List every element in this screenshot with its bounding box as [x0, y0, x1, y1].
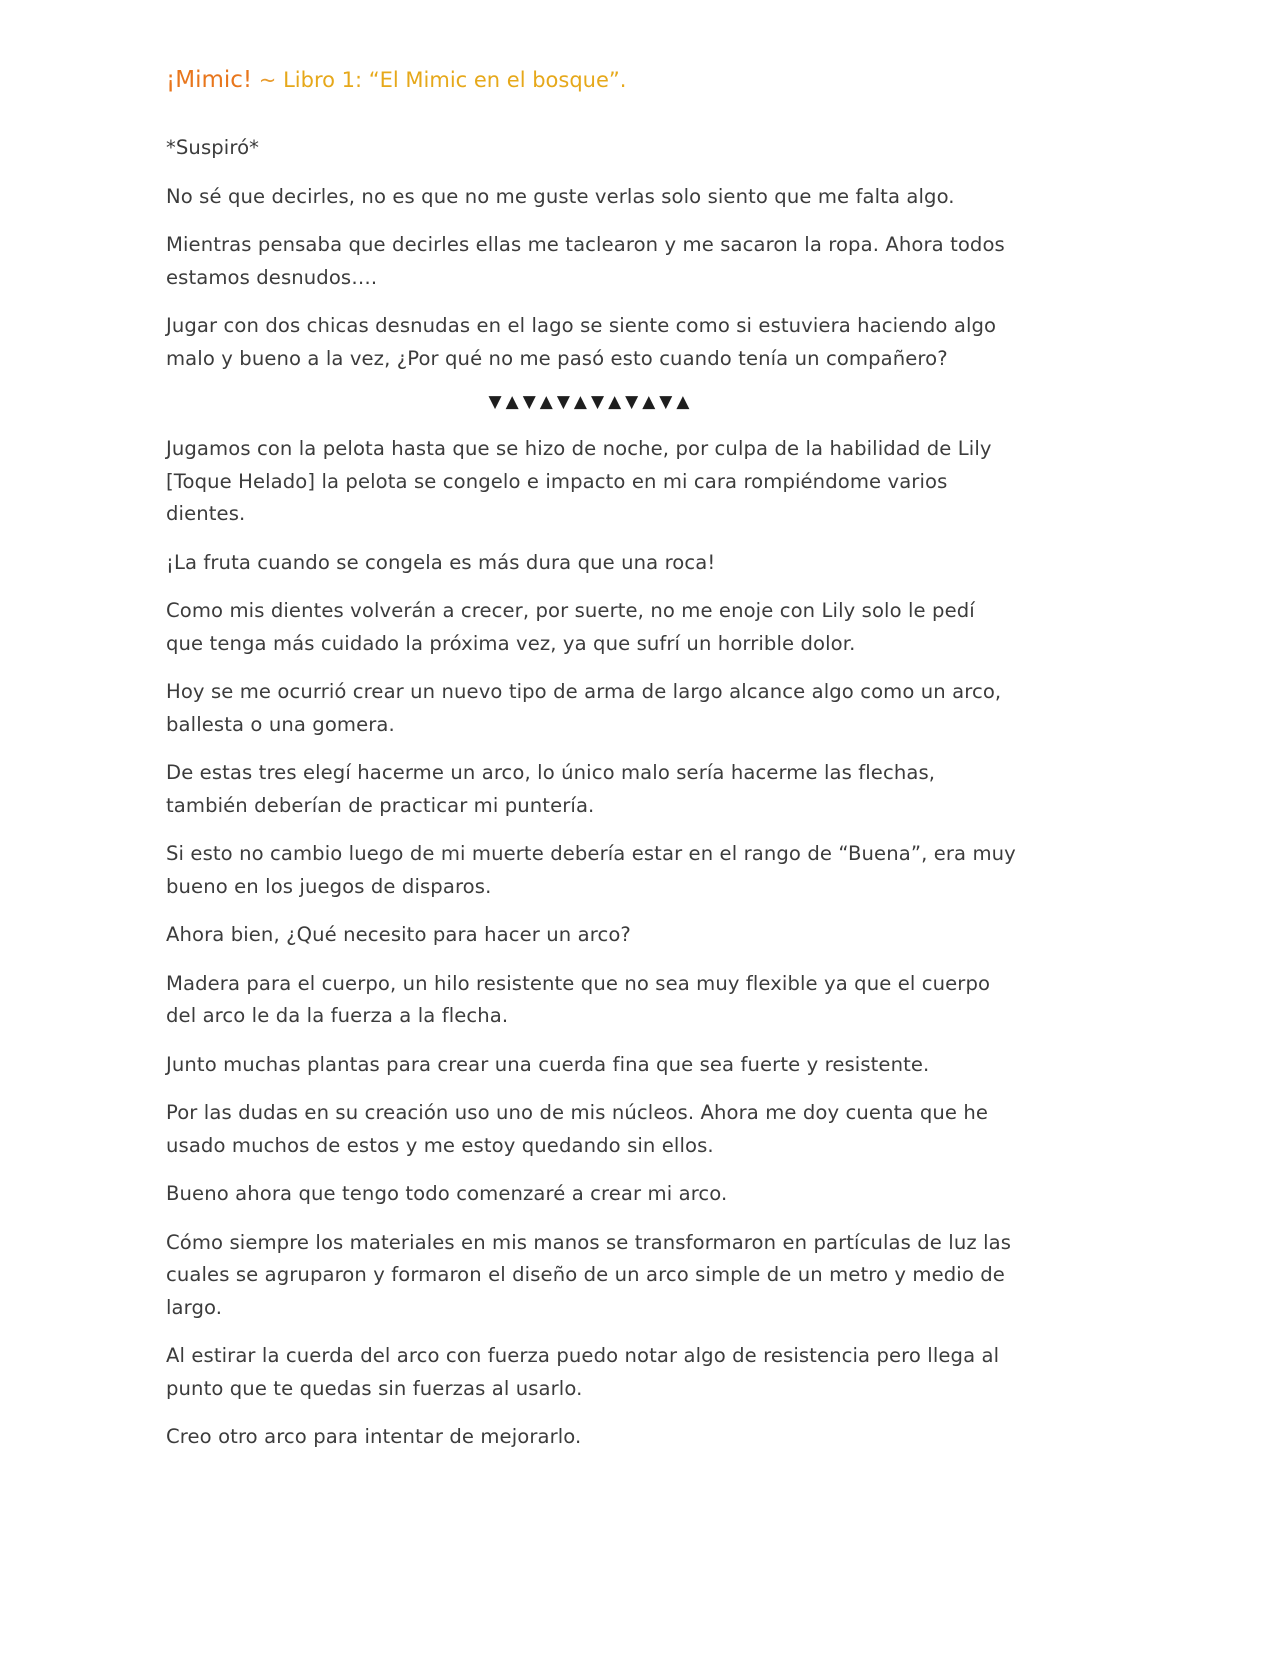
running-header — [166, 66, 1016, 94]
paragraph: *Suspiró* — [166, 136, 260, 159]
paragraph: Por las dudas en su creación uso uno de mis núcleos. Ahora me doy cuenta que he usado muchos de estos y me estoy quedando sin ellos. — [166, 1101, 989, 1157]
paragraph: De estas tres elegí hacerme un arco, lo único malo sería hacerme las flechas, también deberían de practicar mi puntería. — [166, 761, 936, 817]
paragraph: Cómo siempre los materiales en mis manos se transformaron en partículas de luz las cuales se agruparon y formaron el diseño de un arco simple de un metro y medio de largo. — [166, 1230, 1012, 1319]
scene-break-separator: ▼▲▼▲▼▲▼▲▼▲▼▲ — [488, 392, 694, 412]
paragraph: Jugamos con la pelota hasta que se hizo de noche, por culpa de la habilidad de Lily [Toque Helado] la pelota se congelo e impacto en mi cara rompiéndome varios dientes. — [166, 437, 992, 525]
paragraph: Creo otro arco para intentar de mejorarlo. — [166, 1425, 582, 1448]
header-book-title: Libro 1: “El Mimic en el bosque”. — [283, 68, 627, 92]
paragraph: Ahora bien, ¿Qué necesito para hacer un arco? — [166, 923, 631, 946]
paragraph: Junto muchas plantas para crear una cuerda fina que sea fuerte y resistente. — [166, 1052, 930, 1076]
paragraph: Mientras pensaba que decirles ellas me taclearon y me sacaron la ropa. Ahora todos estamos desnudos…. — [166, 233, 1005, 289]
paragraph: Jugar con dos chicas desnudas en el lago se siente como si estuviera haciendo algo malo y bueno a la vez, ¿Por qué no me pasó esto cuando tenía un compañero? — [166, 314, 997, 370]
paragraph: Madera para el cuerpo, un hilo resistente que no sea muy flexible ya que el cuerpo del arco le da la fuerza a la flecha. — [166, 971, 991, 1027]
paragraph: Bueno ahora que tengo todo comenzaré a crear mi arco. — [166, 1182, 728, 1205]
paragraph: Hoy se me ocurrió crear un nuevo tipo de arma de largo alcance algo como un arco, ballesta o una gomera. — [166, 680, 1002, 736]
body-text — [166, 132, 1016, 1454]
header-separator: ~ — [252, 68, 284, 92]
paragraph: Como mis dientes volverán a crecer, por suerte, no me enoje con Lily solo le pedí que tenga más cuidado la próxima vez, ya que sufrí un horrible dolor. — [166, 599, 975, 655]
paragraph: Al estirar la cuerda del arco con fuerza puedo notar algo de resistencia pero llega al punto que te quedas sin fuerzas al usarlo. — [166, 1344, 1000, 1400]
document-page — [166, 66, 1016, 1470]
header-series-title: ¡Mimic! — [166, 67, 253, 93]
paragraph: No sé que decirles, no es que no me guste verlas solo siento que me falta algo. — [166, 184, 955, 208]
paragraph: ¡La fruta cuando se congela es más dura que una roca! — [166, 550, 716, 574]
paragraph: Si esto no cambio luego de mi muerte debería estar en el rango de “Buena”, era muy bueno en los juegos de disparos. — [166, 842, 1016, 898]
